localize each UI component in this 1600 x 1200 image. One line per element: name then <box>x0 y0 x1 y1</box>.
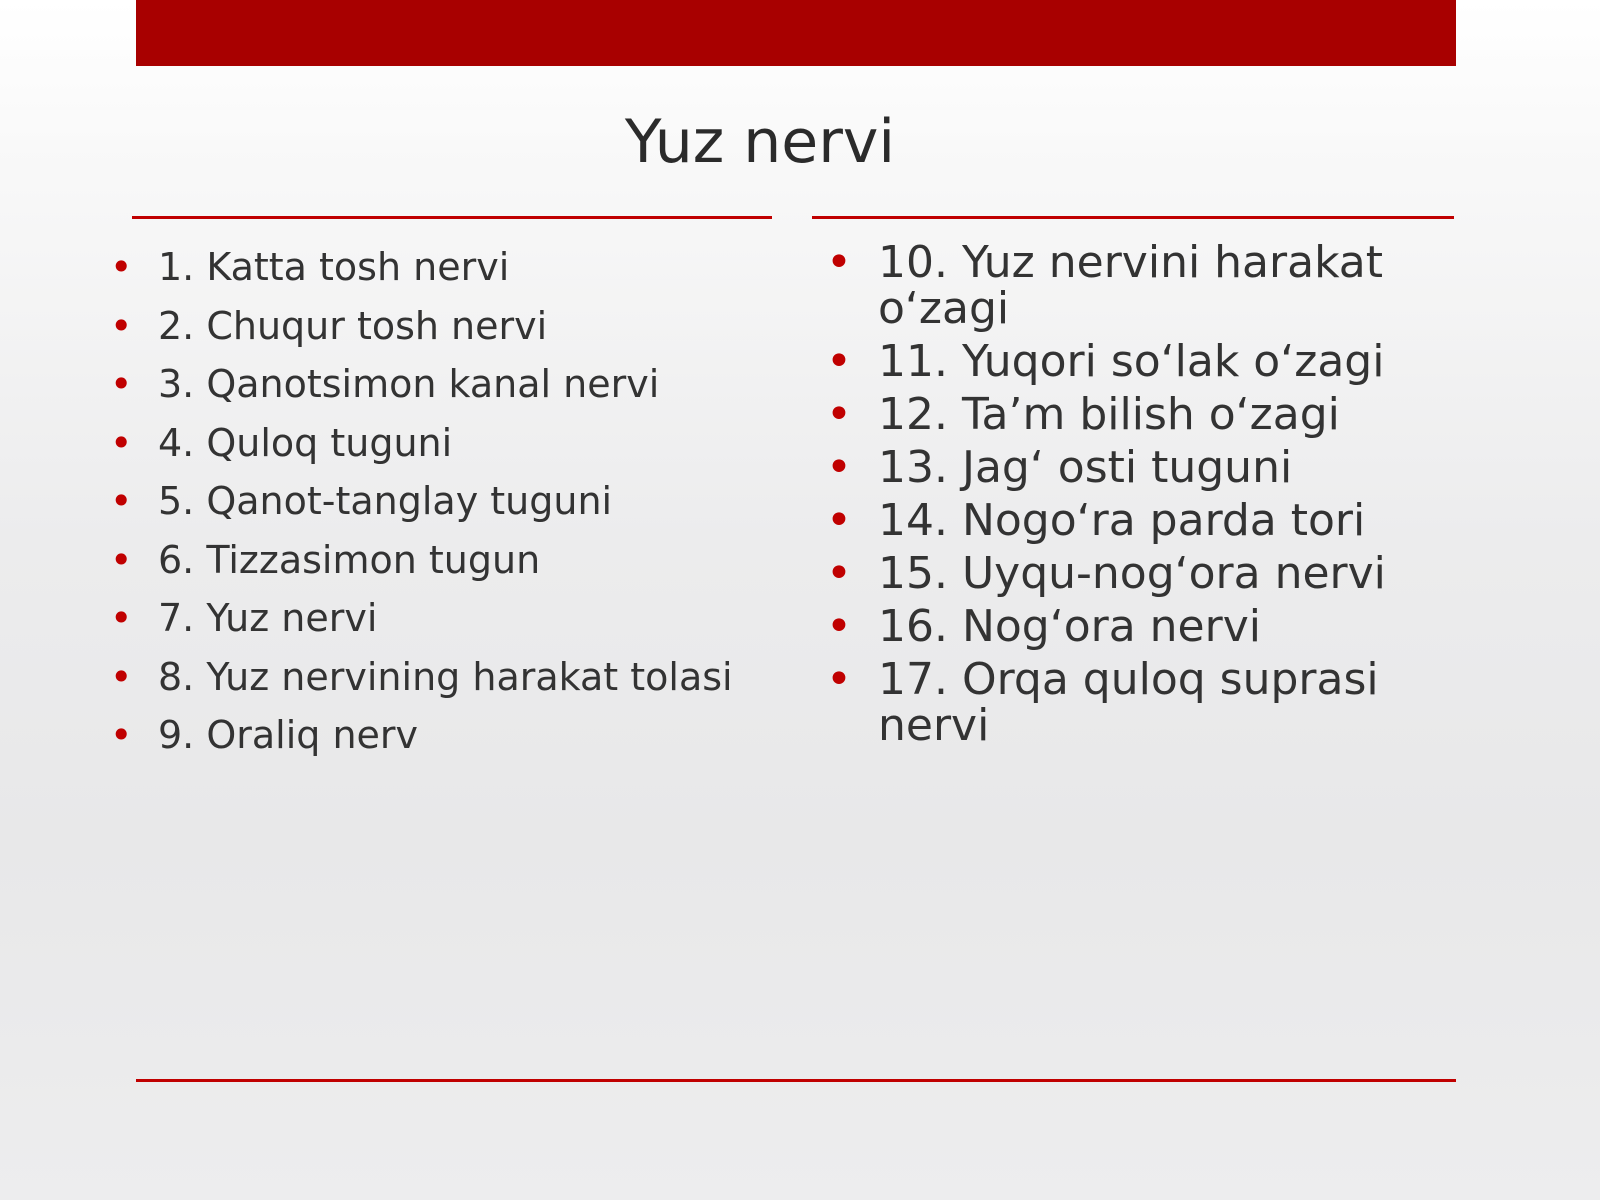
list-item <box>110 531 770 590</box>
list-item <box>110 355 770 414</box>
left-column-rule <box>132 216 772 219</box>
list-item <box>110 648 770 707</box>
list-item <box>110 297 770 356</box>
bullet-icon: • <box>110 596 133 640</box>
bullet-icon: • <box>826 237 852 288</box>
bullet-icon: • <box>110 479 133 523</box>
list-item-text: 12. Ta’m bilish o‘zagi <box>878 389 1340 440</box>
list-item-text: 10. Yuz nervini harakat o‘zagi <box>878 237 1383 334</box>
list-item-text: 11. Yuqori so‘lak o‘zagi <box>878 336 1385 387</box>
bullet-icon: • <box>826 548 852 599</box>
list-item-text: 7. Yuz nervi <box>158 596 378 640</box>
list-item <box>826 495 1426 546</box>
list-item-text: 13. Jag‘ osti tuguni <box>878 442 1293 493</box>
list-item <box>826 654 1426 751</box>
bullet-icon: • <box>110 713 133 757</box>
bullet-icon: • <box>826 654 852 705</box>
list-item-text: 9. Oraliq nerv <box>158 713 419 757</box>
bullet-icon: • <box>110 303 133 348</box>
list-item-text: 15. Uyqu-nog‘ora nervi <box>878 548 1386 599</box>
list-item <box>110 238 770 297</box>
bullet-icon: • <box>826 442 852 493</box>
list-item-text: 14. Nogo‘ra parda tori <box>878 495 1366 546</box>
list-item <box>110 589 770 648</box>
right-bullet-list <box>826 237 1426 756</box>
list-item <box>826 389 1426 440</box>
bullet-icon: • <box>826 336 852 387</box>
list-item <box>110 414 770 473</box>
bullet-icon: • <box>110 654 133 699</box>
list-item-text: 1. Katta tosh nervi <box>158 245 510 289</box>
list-item-text: 5. Qanot-tanglay tuguni <box>158 479 613 523</box>
bullet-icon: • <box>110 245 133 289</box>
bullet-icon: • <box>826 495 852 546</box>
list-item-text: 16. Nog‘ora nervi <box>878 601 1261 652</box>
list-item-text: 6. Tizzasimon tugun <box>158 537 541 582</box>
list-item-text: 4. Quloq tuguni <box>158 420 453 465</box>
list-item-text: 3. Qanotsimon kanal nervi <box>158 362 660 406</box>
list-item-text: 8. Yuz nervining harakat tolasi <box>158 654 733 699</box>
bottom-rule <box>136 1079 1456 1082</box>
bullet-icon: • <box>826 601 852 652</box>
bullet-icon: • <box>110 362 133 406</box>
bullet-icon: • <box>110 420 133 465</box>
left-bullet-list <box>110 238 770 765</box>
list-item <box>826 601 1426 652</box>
bullet-icon: • <box>826 389 852 440</box>
top-accent-band <box>136 0 1456 66</box>
list-item <box>110 706 770 765</box>
list-item <box>110 472 770 531</box>
right-column-rule <box>812 216 1454 219</box>
list-item-text: 17. Orqa quloq suprasi nervi <box>878 654 1379 751</box>
list-item <box>826 336 1426 387</box>
slide-title: Yuz nervi <box>624 107 896 177</box>
bullet-icon: • <box>110 537 133 582</box>
list-item <box>826 442 1426 493</box>
list-item <box>826 548 1426 599</box>
list-item <box>826 237 1426 334</box>
list-item-text: 2. Chuqur tosh nervi <box>158 303 548 348</box>
